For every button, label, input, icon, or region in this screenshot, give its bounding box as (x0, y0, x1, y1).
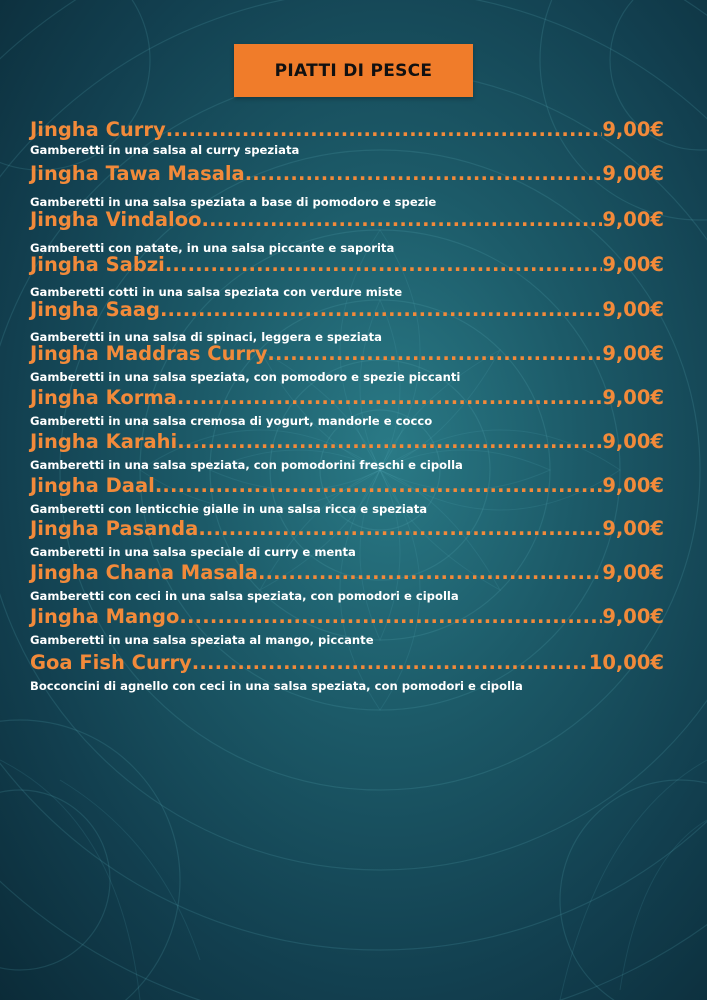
dot-leader (198, 514, 602, 543)
menu-item (30, 514, 664, 558)
menu-item-description: Bocconcini di agnello con ceci in una salsa speziata, con pomodori e cipolla (30, 679, 523, 693)
dot-leader (155, 471, 603, 500)
dot-leader (160, 295, 602, 324)
menu-item (30, 558, 664, 602)
menu-item-description: Gamberetti in una salsa speziata, con pomodorini freschi e cipolla (30, 458, 463, 472)
menu-item-name: Jingha Karahi (30, 430, 178, 453)
menu-item-description: Gamberetti cotti in una salsa speziata con verdure miste (30, 285, 403, 299)
dot-leader (179, 602, 602, 631)
menu-item-name: Jingha Daal (30, 474, 155, 497)
menu-item-description: Gamberetti in una salsa di spinaci, leggera e speziata (30, 330, 382, 344)
menu-item-header (30, 514, 664, 543)
section-header (234, 44, 473, 97)
menu-item-name: Jingha Tawa Masala (30, 162, 245, 185)
menu-item-header (30, 383, 664, 412)
menu-item-description: Gamberetti in una salsa speziata al mango, piccante (30, 633, 374, 647)
menu-item-description: Gamberetti con patate, in una salsa piccante e saporita (30, 241, 395, 255)
menu-item-price: 9,00€ (602, 253, 664, 276)
menu-item-description: Gamberetti in una salsa cremosa di yogurt, mandorle e cocco (30, 414, 433, 428)
menu-item-description: Gamberetti in una salsa speziata, con pomodoro e spezie piccanti (30, 370, 461, 384)
menu-item-name: Jingha Saag (30, 298, 160, 321)
menu-item-price: 9,00€ (602, 517, 664, 540)
menu-item-price: 9,00€ (602, 474, 664, 497)
menu-item-name: Jingha Maddras Curry (30, 342, 268, 365)
menu-item (30, 647, 664, 693)
menu-item-header (30, 116, 664, 143)
menu-item-price: 9,00€ (602, 386, 664, 409)
menu-item-header (30, 158, 664, 189)
dot-leader (177, 427, 602, 456)
menu-item-header (30, 295, 664, 324)
menu-item (30, 204, 664, 255)
dot-leader (192, 647, 589, 678)
menu-item-price: 9,00€ (602, 561, 664, 584)
menu-list (30, 116, 664, 693)
menu-item-description: Gamberetti con ceci in una salsa speziata, con pomodori e cipolla (30, 589, 459, 603)
menu-item-header (30, 427, 664, 456)
menu-item-name: Jingha Sabzi (30, 253, 165, 276)
dot-leader (202, 204, 603, 235)
menu-item-price: 9,00€ (602, 430, 664, 453)
menu-item-price: 9,00€ (602, 605, 664, 628)
dot-leader (258, 558, 602, 587)
menu-item-header (30, 250, 664, 279)
menu-item (30, 427, 664, 471)
menu-item (30, 116, 664, 158)
menu-item-header (30, 558, 664, 587)
menu-item (30, 383, 664, 427)
menu-item-price: 9,00€ (602, 208, 664, 231)
menu-item (30, 471, 664, 514)
menu-item-price: 10,00€ (588, 651, 664, 674)
menu-item-header (30, 339, 664, 368)
menu-item-header (30, 204, 664, 235)
menu-item (30, 250, 664, 299)
dot-leader (177, 383, 602, 412)
menu-item-name: Jingha Curry (30, 118, 166, 141)
menu-item-name: Jingha Vindaloo (30, 208, 202, 231)
menu-item-description: Gamberetti in una salsa al curry speziata (30, 143, 300, 157)
menu-item-price: 9,00€ (602, 162, 664, 185)
menu-item (30, 158, 664, 209)
dot-leader (245, 158, 603, 189)
menu-item (30, 295, 664, 344)
menu-item-name: Jingha Chana Masala (30, 561, 258, 584)
menu-item-price: 9,00€ (602, 118, 664, 141)
menu-item-description: Gamberetti in una salsa speciale di curry e menta (30, 545, 356, 559)
menu-item-header (30, 471, 664, 500)
dot-leader (165, 250, 603, 279)
menu-item-name: Jingha Mango (30, 605, 180, 628)
menu-item-header (30, 602, 664, 631)
section-title: PIATTI DI PESCE (274, 60, 433, 81)
menu-item-description: Gamberetti con lenticchie gialle in una salsa ricca e speziata (30, 502, 428, 516)
menu-item-name: Goa Fish Curry (30, 651, 192, 674)
menu-item-price: 9,00€ (602, 298, 664, 321)
menu-item-description: Gamberetti in una salsa speziata a base di pomodoro e spezie (30, 195, 437, 209)
dot-leader (267, 339, 602, 368)
dot-leader (166, 116, 603, 143)
menu-item-header (30, 647, 664, 678)
menu-item-price: 9,00€ (602, 342, 664, 365)
menu-item-name: Jingha Korma (30, 386, 177, 409)
menu-item (30, 602, 664, 647)
menu-item-name: Jingha Pasanda (30, 517, 199, 540)
menu-item (30, 339, 664, 383)
